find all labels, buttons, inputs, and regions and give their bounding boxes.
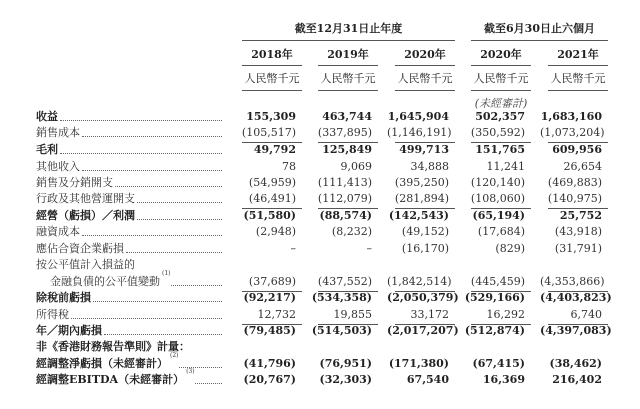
cell-value: (51,580) (243, 209, 296, 222)
row-label-text: 除稅前虧損 (36, 291, 91, 304)
table-row (36, 257, 636, 273)
dot-leader (60, 109, 222, 121)
cell-value: (437,552) (317, 275, 372, 288)
dot-leader (60, 142, 222, 154)
cell-value: (65,194) (472, 209, 525, 222)
year-header: 2020年 (404, 48, 446, 61)
table-row (36, 208, 636, 224)
cell-value: (469,883) (547, 176, 602, 189)
table-row (36, 224, 636, 240)
unit-header: 人民幣千元 (397, 72, 453, 85)
cell-value: 33,172 (410, 308, 449, 321)
header-rule (471, 40, 608, 41)
cell-value: (79,485) (243, 324, 296, 337)
row-label (36, 290, 222, 306)
cell-value: 16,292 (486, 308, 525, 321)
cell-value: – (366, 242, 372, 255)
row-label-text: 毛利 (36, 143, 58, 156)
cell-value: 49,792 (253, 143, 296, 156)
cell-value: (337,895) (317, 126, 372, 139)
cell-value: 216,402 (552, 373, 602, 386)
row-label (36, 368, 222, 388)
footnote-marker: (1) (162, 270, 171, 277)
row-label-text: 經調整淨虧損（未經審計） (36, 357, 168, 370)
row-label-text: 行政及其他營運開支 (36, 192, 135, 205)
cell-value: (67,415) (472, 357, 525, 370)
cell-value: (512,874) (464, 324, 525, 337)
header-rule (471, 90, 531, 91)
row-label-text: 所得稅 (36, 308, 69, 321)
unit-header: 人民幣千元 (473, 72, 529, 85)
cell-value: (142,543) (388, 209, 449, 222)
dot-leader (137, 208, 222, 220)
cell-value: 463,744 (322, 110, 372, 123)
cell-value: (534,358) (311, 291, 372, 304)
unit-header: 人民幣千元 (550, 72, 606, 85)
table-row (36, 125, 636, 141)
unaudited-note: (未經審計) (474, 97, 528, 110)
cell-value: (2,050,379) (387, 291, 459, 304)
cell-value: 502,357 (475, 110, 525, 123)
dot-leader (137, 191, 222, 203)
cell-value: 1,683,160 (540, 110, 602, 123)
cell-value: (171,380) (388, 357, 449, 370)
cell-value: 67,540 (406, 373, 449, 386)
table-row (36, 159, 636, 175)
row-label (36, 159, 222, 175)
header-rule (548, 90, 608, 91)
row-label (36, 142, 222, 158)
cell-value: 16,369 (482, 373, 525, 386)
table-row (36, 290, 636, 306)
cell-value: (445,459) (470, 275, 525, 288)
cell-value: (4,397,083) (540, 324, 612, 337)
cell-value: (92,217) (243, 291, 296, 304)
cell-value: (108,060) (470, 192, 525, 205)
header-rule (395, 90, 455, 91)
header-rule (548, 65, 608, 66)
table-row (36, 368, 636, 388)
row-label-text: 收益 (36, 110, 58, 123)
cell-value: 151,765 (475, 143, 525, 156)
row-label (36, 257, 222, 273)
cell-value: 9,069 (340, 160, 372, 173)
cell-value: (54,959) (248, 176, 296, 189)
dot-leader (179, 356, 223, 368)
row-label (36, 270, 222, 290)
dot-leader (195, 372, 222, 384)
cell-value: 25,752 (559, 209, 602, 222)
header-rule (242, 65, 302, 66)
cell-value: (1,146,191) (387, 126, 452, 139)
cell-value: 34,888 (410, 160, 449, 173)
header-rule (242, 90, 302, 91)
footnote-marker: (3) (186, 368, 195, 375)
cell-value: (8,232) (331, 225, 372, 238)
dot-leader (126, 241, 222, 253)
row-label (36, 191, 222, 207)
dot-leader (71, 307, 222, 319)
cell-value: (111,413) (317, 176, 372, 189)
header-rule (242, 40, 455, 41)
cell-value: (88,574) (319, 209, 372, 222)
table-row (36, 339, 636, 355)
row-label-text: 金融負債的公平值變動 (50, 275, 160, 288)
table-row (36, 241, 636, 257)
dot-leader (82, 125, 222, 137)
cell-value: 155,309 (246, 110, 296, 123)
row-label-text: 其他收入 (36, 160, 80, 173)
dot-leader (171, 274, 223, 286)
row-label (36, 109, 222, 125)
table-row (36, 191, 636, 207)
table-row (36, 352, 636, 372)
row-label-text: 年／期內虧損 (36, 324, 102, 337)
row-label-text: 應佔合資企業虧損 (36, 242, 124, 255)
cell-value: (350,592) (470, 126, 525, 139)
year-header: 2018年 (251, 48, 293, 61)
cell-value: 6,740 (570, 308, 602, 321)
cell-value: (17,684) (477, 225, 525, 238)
row-label-text: 經調整EBITDA（未經審計） (36, 373, 185, 386)
cell-value: (529,166) (464, 291, 525, 304)
cell-value: (105,517) (241, 126, 296, 139)
dot-leader (115, 175, 222, 187)
year-header: 2020年 (480, 48, 522, 61)
table-row (36, 109, 636, 125)
cell-value: (4,353,866) (540, 275, 605, 288)
year-header: 2019年 (327, 48, 369, 61)
unit-header: 人民幣千元 (320, 72, 376, 85)
cell-value: (1,073,204) (540, 126, 605, 139)
header-annual-period: 截至12月31日止年度 (294, 22, 403, 35)
cell-value: (395,250) (394, 176, 449, 189)
cell-value: (514,503) (311, 324, 372, 337)
row-label-text: 銷售成本 (36, 126, 80, 139)
row-label (36, 323, 222, 339)
year-header: 2021年 (557, 48, 599, 61)
unit-header: 人民幣千元 (244, 72, 300, 85)
cell-value: (2,948) (255, 225, 296, 238)
cell-value: 11,241 (486, 160, 525, 173)
table-row (36, 307, 636, 323)
cell-value: – (290, 242, 296, 255)
cell-value: 26,654 (563, 160, 602, 173)
header-rule (318, 65, 378, 66)
dot-leader (93, 290, 222, 302)
row-label-text: 非《香港財務報告準則》計量： (36, 340, 190, 353)
dot-leader (82, 224, 222, 236)
cell-value: (41,796) (243, 357, 296, 370)
cell-value: 78 (282, 160, 296, 173)
row-label-text: 按公平值計入損益的 (36, 258, 135, 271)
cell-value: (37,689) (248, 275, 296, 288)
header-rule (318, 90, 378, 91)
dot-leader (104, 323, 222, 335)
table-row (36, 270, 636, 290)
row-label (36, 224, 222, 240)
row-label (36, 307, 222, 323)
cell-value: (16,170) (401, 242, 449, 255)
header-rule (471, 65, 531, 66)
footnote-marker: (2) (170, 352, 179, 359)
cell-value: (112,079) (317, 192, 372, 205)
cell-value: (76,951) (319, 357, 372, 370)
table-row (36, 323, 636, 339)
header-rule (395, 65, 455, 66)
cell-value: (829) (495, 242, 525, 255)
dot-leader (82, 159, 222, 171)
cell-value: 19,855 (333, 308, 372, 321)
cell-value: (2,017,207) (387, 324, 459, 337)
cell-value: (43,918) (554, 225, 602, 238)
table-row (36, 142, 636, 158)
row-label (36, 241, 222, 257)
cell-value: (140,975) (547, 192, 602, 205)
cell-value: (31,791) (554, 242, 602, 255)
table-row (36, 175, 636, 191)
cell-value: (120,140) (470, 176, 525, 189)
row-label-text: 經營（虧損）／利潤 (36, 209, 135, 222)
row-label-text: 融資成本 (36, 225, 80, 238)
row-label (36, 175, 222, 191)
row-label-text: 銷售及分銷開支 (36, 176, 113, 189)
row-label (36, 125, 222, 141)
cell-value: 609,956 (552, 143, 602, 156)
cell-value: 499,713 (399, 143, 449, 156)
cell-value: (1,842,514) (387, 275, 452, 288)
cell-value: 125,849 (322, 143, 372, 156)
cell-value: 12,732 (257, 308, 296, 321)
cell-value: (46,491) (248, 192, 296, 205)
cell-value: (281,894) (394, 192, 449, 205)
cell-value: 1,645,904 (387, 110, 449, 123)
cell-value: (4,403,823) (540, 291, 612, 304)
cell-value: (38,462) (549, 357, 602, 370)
cell-value: (32,303) (319, 373, 372, 386)
row-label (36, 339, 222, 355)
cell-value: (49,152) (401, 225, 449, 238)
header-interim-period: 截至6月30日止六個月 (484, 22, 595, 35)
row-label (36, 208, 222, 224)
cell-value: (20,767) (243, 373, 296, 386)
